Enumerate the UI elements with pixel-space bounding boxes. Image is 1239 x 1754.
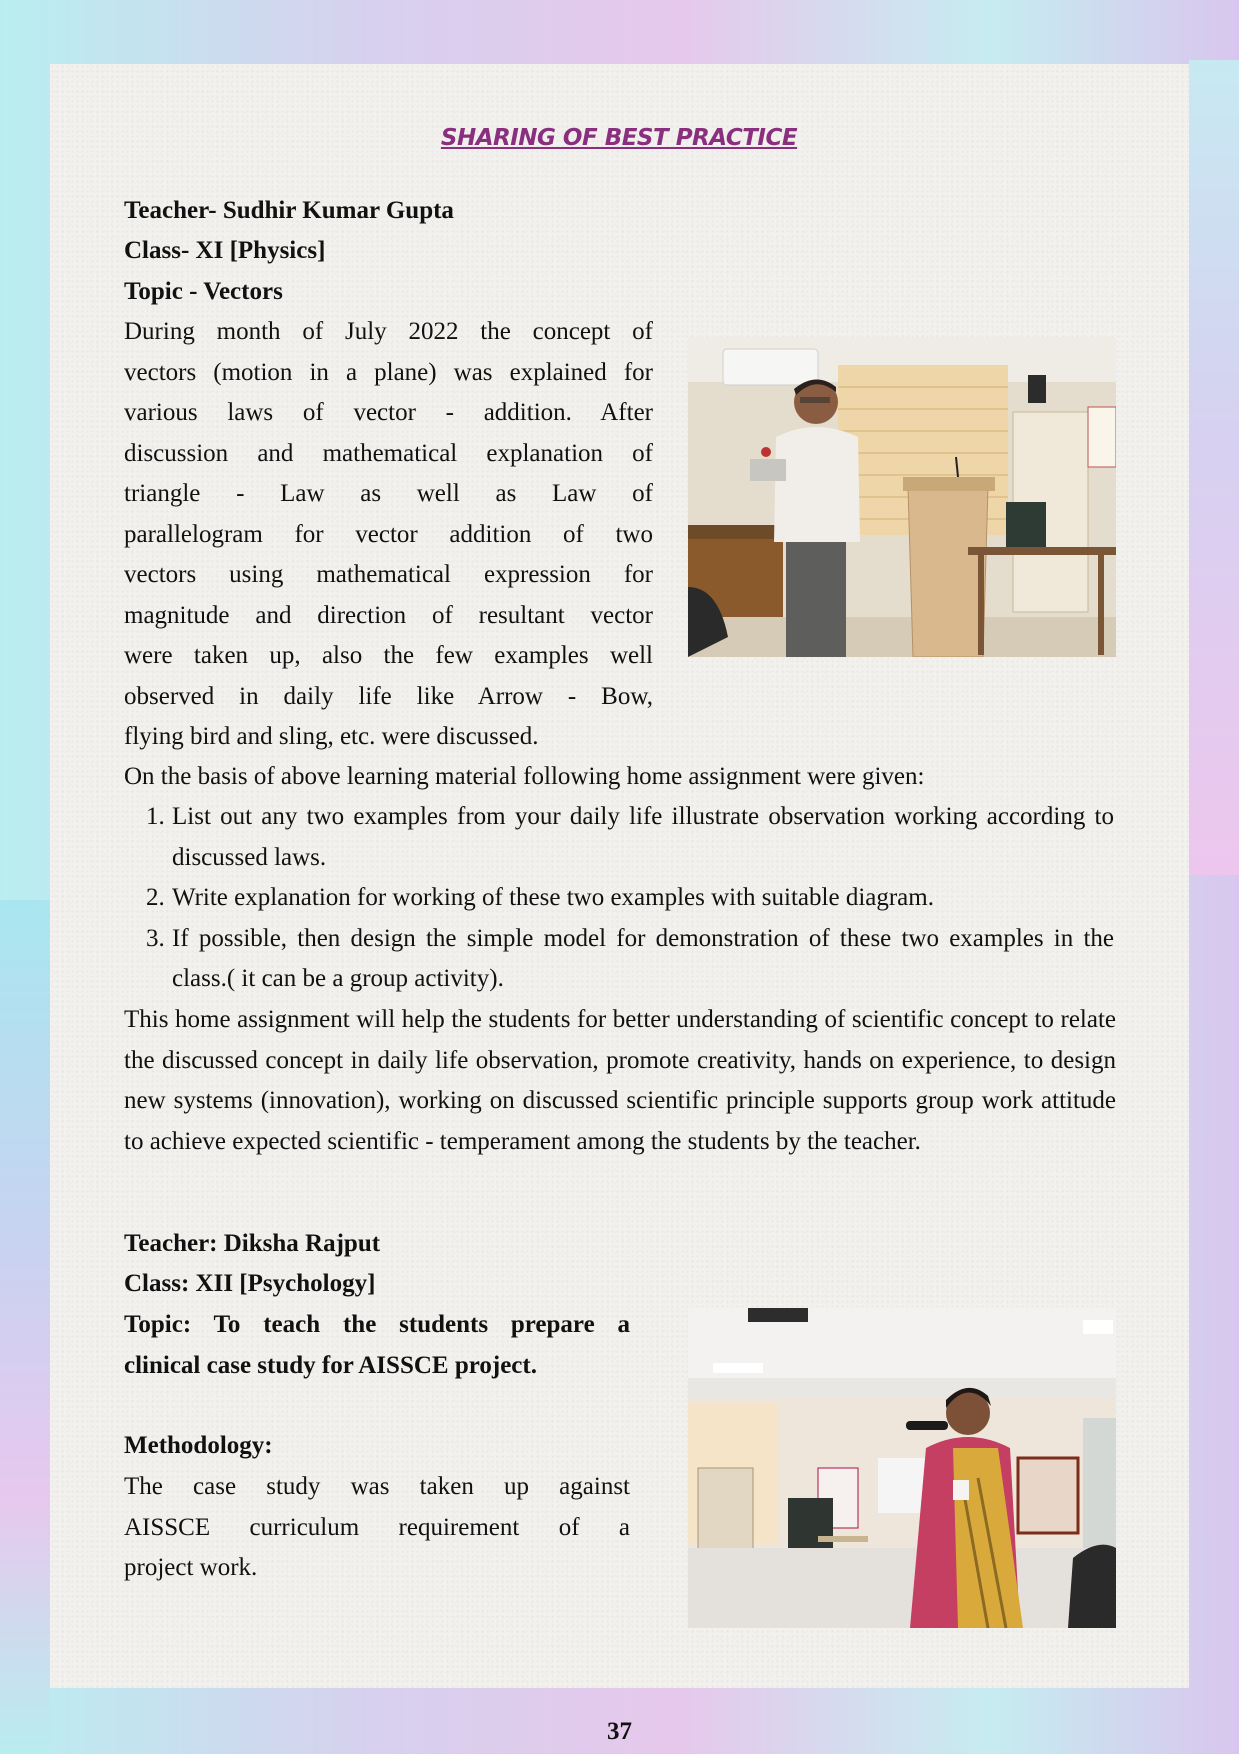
list-item-text: List out any two examples from your daily life illustrate observation working according to discussed laws. <box>172 803 1114 871</box>
assignment-list <box>124 797 1114 1000</box>
body-line: were taken up, also the few examples well <box>124 642 653 669</box>
methodology-body <box>124 1467 630 1589</box>
list-item-number: 3. <box>146 924 165 952</box>
class-label-1: Class- XI [Physics] <box>124 237 326 264</box>
body-line: discussion and mathematical explanation of <box>124 439 653 467</box>
list-item-number: 1. <box>146 803 165 830</box>
methodology-heading: Methodology: <box>124 1432 273 1459</box>
body-line: flying bird and sling, etc. were discussed. <box>124 723 539 750</box>
assignment-intro: On the basis of above learning material following home assignment were given: <box>124 763 925 790</box>
body-line: various laws of vector - addition. After <box>124 399 653 426</box>
list-item-text: If possible, then design the simple model for demonstration of these two examples in the class.( it can be a group activity). <box>172 924 1114 992</box>
topic-line: clinical case study for AISSCE project. <box>124 1351 537 1379</box>
classroom-photo-physics <box>688 337 1116 657</box>
photo-psychology-illustration <box>688 1308 1116 1628</box>
body-line: During month of July 2022 the concept of <box>124 318 653 345</box>
photo-physics-illustration <box>688 337 1116 657</box>
teacher-name-1: Teacher- Sudhir Kumar Gupta <box>124 197 454 224</box>
methodology-line: The case study was taken up against <box>124 1473 630 1500</box>
teacher-name-2: Teacher: Diksha Rajput <box>124 1230 381 1257</box>
classroom-photo-psychology <box>688 1308 1116 1628</box>
class-label-2: Class: XII [Psychology] <box>124 1270 376 1297</box>
list-item-number: 2. <box>146 884 165 911</box>
list-item <box>124 878 1114 919</box>
topic-line: Topic: To teach the students prepare a <box>124 1311 630 1338</box>
conclusion-paragraph: This home assignment will help the students for better understanding of scientific concept to relate the discussed concept in daily life observation, promote creativity, hands on experience, to design new systems (innovation), working on discussed scientific principle supports group work attitude to achieve expected scientific - temperament among the students by the teacher. <box>124 1006 1116 1155</box>
methodology-line: project work. <box>124 1554 258 1581</box>
body-line: parallelogram for vector addition of two <box>124 520 653 548</box>
body-line: magnitude and direction of resultant vector <box>124 601 653 629</box>
page-number: 37 <box>607 1718 632 1745</box>
topic-label-1: Topic - Vectors <box>124 278 283 305</box>
list-item-text: Write explanation for working of these two examples with suitable diagram. <box>172 884 934 911</box>
methodology-line: AISSCE curriculum requirement of a <box>124 1513 630 1541</box>
page-title: SHARING OF BEST PRACTICE <box>440 125 798 151</box>
body-line: vectors using mathematical expression for <box>124 561 653 588</box>
decorative-watercolor-left <box>0 900 50 1754</box>
decorative-watercolor-right <box>1189 60 1239 875</box>
list-item <box>124 919 1114 1000</box>
body-line: observed in daily life like Arrow - Bow, <box>124 682 653 710</box>
section1-body <box>124 312 653 758</box>
list-item <box>124 797 1114 878</box>
body-line: triangle - Law as well as Law of <box>124 480 653 507</box>
body-line: vectors (motion in a plane) was explained for <box>124 358 653 386</box>
topic-label-2 <box>124 1305 630 1386</box>
